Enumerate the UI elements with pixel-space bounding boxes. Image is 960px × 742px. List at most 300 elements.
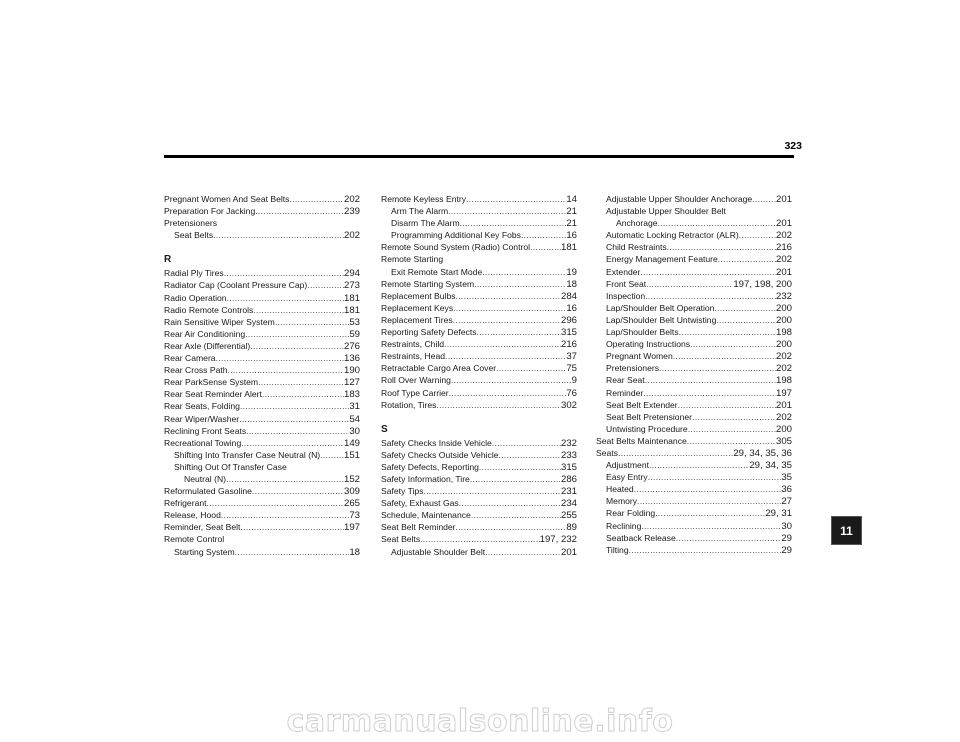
index-entry-page-ref[interactable]: 181: [343, 292, 360, 304]
dot-leader: [648, 471, 782, 483]
index-entry-page-ref[interactable]: 136: [343, 353, 360, 365]
index-entry-page-ref[interactable]: 181: [560, 242, 577, 254]
index-entry-term: Schedule, Maintenance: [381, 510, 471, 521]
dot-leader: [618, 447, 733, 459]
index-entry-term: Pretensioners: [606, 363, 660, 374]
index-entry-page-ref[interactable]: 29: [781, 532, 792, 544]
dot-leader: [499, 449, 561, 461]
index-entry-term: Remote Starting: [381, 254, 444, 265]
index-entry[interactable]: [596, 326, 792, 338]
header-rule: [164, 155, 794, 158]
index-column-1: [164, 193, 360, 558]
index-entry[interactable]: [596, 338, 792, 350]
index-entry-page-ref[interactable]: 315: [560, 461, 577, 473]
index-entry-term: Refrigerant: [164, 498, 207, 509]
index-entry-term: Replacement Keys: [381, 302, 454, 313]
index-entry[interactable]: [164, 497, 360, 509]
index-entry-term: Starting System: [174, 546, 235, 557]
dot-leader: [444, 338, 561, 350]
index-entry-term: Energy Management Feature: [606, 254, 718, 265]
index-entry: [596, 205, 792, 217]
index-entry-term: Reminder, Seat Belt: [164, 522, 241, 533]
index-entry-page-ref[interactable]: 202: [775, 230, 792, 242]
dot-leader: [470, 473, 561, 485]
index-entry-page-ref[interactable]: 197: [775, 387, 792, 399]
index-entry-page-ref[interactable]: 76: [566, 387, 577, 399]
index-entry-term: Safety Tips: [381, 486, 424, 497]
dot-leader: [289, 193, 344, 205]
dot-leader: [436, 399, 561, 411]
index-entry[interactable]: [596, 520, 792, 532]
index-entry[interactable]: [596, 229, 792, 241]
index-entry-term: Seats: [596, 447, 618, 458]
index-entry-term: Pretensioners: [164, 218, 218, 229]
dot-leader: [492, 437, 561, 449]
dot-leader: [246, 425, 349, 437]
dot-leader: [448, 205, 566, 217]
index-entry[interactable]: [381, 314, 577, 326]
section-letter-heading: R: [164, 254, 172, 266]
index-entry-term: Safety Checks Inside Vehicle: [381, 437, 492, 448]
index-entry[interactable]: [381, 205, 577, 217]
index-entry-term: Retractable Cargo Area Cover: [381, 363, 497, 374]
index-entry-term: Restraints, Head: [381, 351, 446, 362]
index-entry-page-ref[interactable]: 16: [566, 302, 577, 314]
index-entry-page-ref[interactable]: 200: [775, 339, 792, 351]
index-entry-page-ref[interactable]: 201: [560, 546, 577, 558]
index-entry-term: Adjustment: [606, 460, 649, 471]
index-entry-page-ref[interactable]: 309: [343, 486, 360, 498]
index-entry[interactable]: [381, 461, 577, 473]
index-entry-term: Radiator Cap (Coolant Pressure Cap): [164, 280, 308, 291]
index-entry[interactable]: [164, 473, 360, 485]
index-entry-page-ref[interactable]: 232: [775, 290, 792, 302]
index-entry-page-ref[interactable]: 75: [566, 363, 577, 375]
index-entry[interactable]: [164, 352, 360, 364]
index-entry-page-ref[interactable]: 27: [781, 496, 792, 508]
index-entry[interactable]: [381, 399, 577, 411]
index-entry: [381, 253, 577, 265]
index-entry-page-ref[interactable]: 232: [560, 437, 577, 449]
dot-leader: [645, 290, 776, 302]
index-entry[interactable]: [381, 485, 577, 497]
dot-leader: [307, 279, 344, 291]
index-entry[interactable]: [381, 533, 577, 545]
dot-leader: [640, 266, 776, 278]
index-entry[interactable]: [596, 290, 792, 302]
index-entry-page-ref[interactable]: 152: [343, 473, 360, 485]
dot-leader: [471, 509, 561, 521]
index-entry-page-ref[interactable]: 202: [343, 194, 360, 205]
index-entry-term: Radio Operation: [164, 292, 227, 303]
dot-leader: [320, 449, 344, 461]
index-entry-page-ref[interactable]: 29, 34, 35: [749, 460, 792, 472]
index-entry-term: Seat Belts Maintenance: [596, 435, 687, 446]
index-entry[interactable]: [596, 253, 792, 265]
index-entry-page-ref[interactable]: 234: [560, 498, 577, 510]
dot-leader: [739, 229, 776, 241]
index-entry-term: Memory: [606, 496, 638, 507]
dot-leader: [629, 544, 782, 556]
index-entry-term: Rear Folding: [606, 508, 656, 519]
dot-leader: [482, 266, 566, 278]
index-entry-term: Reclining: [606, 520, 642, 531]
index-entry-page-ref[interactable]: 198: [775, 327, 792, 339]
index-entry-page-ref[interactable]: 30: [781, 520, 792, 532]
index-entry-term: Seat Belt Reminder: [381, 522, 456, 533]
index-entry-term: Seat Belt Pretensioner: [606, 411, 692, 422]
index-entry-term: Adjustable Shoulder Belt: [391, 546, 486, 557]
dot-leader: [687, 435, 776, 447]
dot-leader: [678, 399, 776, 411]
index-entry[interactable]: [381, 326, 577, 338]
index-entry-term: Lap/Shoulder Belts: [606, 327, 679, 338]
dot-leader: [673, 350, 776, 362]
index-entry-page-ref[interactable]: 16: [566, 230, 577, 242]
index-entry-page-ref[interactable]: 89: [566, 522, 577, 534]
dot-leader: [641, 520, 781, 532]
dot-leader: [658, 217, 776, 229]
index-entry-term: Lap/Shoulder Belt Untwisting: [606, 314, 717, 325]
index-entry-page-ref[interactable]: 265: [343, 498, 360, 510]
index-entry[interactable]: [596, 266, 792, 278]
index-entry-term: Exit Remote Start Mode: [391, 266, 483, 277]
index-entry[interactable]: [596, 507, 792, 519]
index-entry[interactable]: [381, 193, 577, 205]
index-entry-term: Easy Entry: [606, 472, 648, 483]
index-entry[interactable]: [164, 413, 360, 425]
dot-leader: [453, 302, 566, 314]
index-entry[interactable]: [381, 229, 577, 241]
index-entry[interactable]: [381, 546, 577, 558]
index-entry[interactable]: [596, 483, 792, 495]
dot-leader: [255, 205, 344, 217]
index-entry[interactable]: [381, 241, 577, 253]
index-entry-term: Rear Seat: [606, 375, 645, 386]
index-entry-term: Child Restraints: [606, 242, 667, 253]
index-entry-page-ref[interactable]: 183: [343, 389, 360, 401]
index-entry-page-ref[interactable]: 315: [560, 327, 577, 339]
index-entry-term: Remote Keyless Entry: [381, 194, 467, 204]
dot-leader: [239, 413, 349, 425]
index-entry-page-ref[interactable]: 200: [775, 302, 792, 314]
index-entry[interactable]: [164, 316, 360, 328]
index-entry[interactable]: [164, 340, 360, 352]
index-entry[interactable]: [164, 400, 360, 412]
dot-leader: [224, 267, 344, 279]
index-entry[interactable]: [164, 521, 360, 533]
index-entry-page-ref[interactable]: 31: [349, 401, 360, 413]
index-entry[interactable]: [596, 278, 792, 290]
index-entry[interactable]: [381, 521, 577, 533]
index-entry-page-ref[interactable]: 190: [343, 365, 360, 377]
index-entry-page-ref[interactable]: 18: [566, 278, 577, 290]
index-entry-term: Adjustable Upper Shoulder Anchorage: [606, 194, 753, 204]
index-entry[interactable]: [381, 473, 577, 485]
dot-leader: [714, 302, 776, 314]
dot-leader: [420, 533, 539, 545]
index-entry[interactable]: [596, 217, 792, 229]
index-entry[interactable]: [381, 278, 577, 290]
index-entry[interactable]: [596, 399, 792, 411]
index-entry[interactable]: [164, 376, 360, 388]
chapter-tab[interactable]: 11: [831, 516, 862, 545]
index-entry-term: Shifting Out Of Transfer Case: [174, 461, 287, 472]
index-entry[interactable]: [164, 279, 360, 291]
index-entry[interactable]: [381, 302, 577, 314]
dot-leader: [643, 387, 776, 399]
index-entry-term: Reclining Front Seats: [164, 425, 247, 436]
index-entry-page-ref[interactable]: 151: [343, 449, 360, 461]
index-entry-term: Arm The Alarm: [391, 206, 449, 217]
index-entry-page-ref[interactable]: 202: [775, 254, 792, 266]
index-entry-term: Pregnant Women And Seat Belts: [164, 194, 290, 204]
index-entry-page-ref[interactable]: 181: [343, 304, 360, 316]
index-entry-page-ref[interactable]: 305: [775, 435, 792, 447]
index-entry-term: Seat Belts: [174, 230, 214, 241]
index-entry-page-ref[interactable]: 286: [560, 473, 577, 485]
dot-leader: [449, 387, 567, 399]
index-entry-page-ref[interactable]: 21: [566, 206, 577, 218]
index-entry[interactable]: [164, 425, 360, 437]
dot-leader: [275, 316, 350, 328]
dot-leader: [679, 326, 776, 338]
index-entry[interactable]: [596, 350, 792, 362]
dot-leader: [227, 292, 344, 304]
index-entry[interactable]: [381, 338, 577, 350]
index-entry-page-ref[interactable]: 202: [775, 411, 792, 423]
index-entry-page-ref[interactable]: 149: [343, 437, 360, 449]
dot-leader: [521, 229, 566, 241]
dot-leader: [453, 314, 561, 326]
index-entry-page-ref[interactable]: 201: [775, 194, 792, 205]
index-entry-page-ref[interactable]: 284: [560, 290, 577, 302]
index-entry[interactable]: [164, 485, 360, 497]
index-entry[interactable]: [596, 447, 792, 459]
dot-leader: [530, 241, 561, 253]
index-entry-term: Rear Axle (Differential): [164, 340, 251, 351]
index-entry-page-ref[interactable]: 29: [781, 544, 792, 556]
dot-leader: [716, 314, 776, 326]
index-entry[interactable]: [381, 449, 577, 461]
index-entry-page-ref[interactable]: 197: [343, 522, 360, 534]
index-entry-term: Remote Control: [164, 534, 225, 545]
index-entry-page-ref[interactable]: 29, 31: [765, 508, 792, 520]
index-entry-page-ref[interactable]: 255: [560, 510, 577, 522]
dot-leader: [241, 437, 344, 449]
dot-leader: [228, 364, 344, 376]
index-entry[interactable]: [381, 350, 577, 362]
index-entry[interactable]: [381, 362, 577, 374]
index-entry[interactable]: [596, 459, 792, 471]
index-entry[interactable]: [596, 471, 792, 483]
index-entry-term: Reporting Safety Defects: [381, 327, 477, 338]
index-entry-term: Reformulated Gasoline: [164, 486, 252, 497]
index-entry-page-ref[interactable]: 9: [571, 375, 577, 387]
index-entry-page-ref[interactable]: 201: [775, 266, 792, 278]
index-entry-term: Lap/Shoulder Belt Operation: [606, 302, 715, 313]
index-entry-term: Rear Air Conditioning: [164, 328, 246, 339]
index-entry[interactable]: [596, 314, 792, 326]
dot-leader: [221, 509, 349, 521]
dot-leader: [216, 352, 344, 364]
index-entry-term: Preparation For Jacking: [164, 206, 256, 217]
index-entry-term: Rear Seats, Folding: [164, 401, 240, 412]
index-entry[interactable]: [596, 387, 792, 399]
index-entry-page-ref[interactable]: 216: [775, 242, 792, 254]
dot-leader: [253, 304, 344, 316]
index-entry-page-ref[interactable]: 21: [566, 218, 577, 230]
index-entry[interactable]: [164, 205, 360, 217]
index-entry[interactable]: [164, 292, 360, 304]
dot-leader: [649, 459, 749, 471]
dot-leader: [445, 350, 566, 362]
index-entry-term: Rear ParkSense System: [164, 377, 259, 388]
dot-leader: [690, 338, 776, 350]
dot-leader: [245, 328, 349, 340]
index-entry[interactable]: [164, 449, 360, 461]
index-entry-term: Rear Camera: [164, 353, 216, 364]
dot-leader: [456, 290, 561, 302]
dot-leader: [667, 241, 776, 253]
index-entry[interactable]: [164, 388, 360, 400]
index-entry-page-ref[interactable]: 37: [566, 351, 577, 363]
index-entry-page-ref[interactable]: 294: [343, 268, 360, 280]
index-entry-page-ref[interactable]: 296: [560, 314, 577, 326]
index-entry-term: Safety Checks Outside Vehicle: [381, 449, 499, 460]
index-entry-page-ref[interactable]: 29, 34, 35, 36: [733, 447, 792, 459]
index-entry[interactable]: [164, 364, 360, 376]
index-entry-term: Programming Additional Key Fobs: [391, 230, 521, 241]
index-entry-page-ref[interactable]: 35: [781, 472, 792, 484]
index-entry-page-ref[interactable]: 216: [560, 339, 577, 351]
index-entry[interactable]: [164, 328, 360, 340]
index-entry[interactable]: [596, 241, 792, 253]
index-entry[interactable]: [164, 304, 360, 316]
index-entry-page-ref[interactable]: 302: [560, 399, 577, 411]
index-entry-page-ref[interactable]: 201: [775, 399, 792, 411]
index-entry[interactable]: [164, 193, 360, 205]
index-entry-page-ref[interactable]: 53: [349, 316, 360, 328]
index-entry[interactable]: [164, 437, 360, 449]
index-entry-page-ref[interactable]: 197, 198, 200: [733, 278, 792, 290]
index-column-3: [596, 193, 792, 556]
index-entry-page-ref[interactable]: 201: [775, 218, 792, 230]
dot-leader: [213, 229, 344, 241]
index-entry-page-ref[interactable]: 200: [775, 423, 792, 435]
index-entry-page-ref[interactable]: 202: [775, 363, 792, 375]
index-entry-page-ref[interactable]: 231: [560, 486, 577, 498]
index-entry[interactable]: [381, 290, 577, 302]
index-entry[interactable]: [596, 495, 792, 507]
index-entry-page-ref[interactable]: 202: [343, 230, 360, 242]
index-entry-term: Safety Information, Tire: [381, 473, 470, 484]
index-entry-term: Restraints, Child: [381, 339, 445, 350]
index-entry[interactable]: [596, 193, 792, 205]
dot-leader: [424, 485, 561, 497]
index-entry-term: Neutral (N): [184, 473, 227, 484]
index-entry[interactable]: [164, 546, 360, 558]
index-entry: [164, 461, 360, 473]
index-entry[interactable]: [596, 423, 792, 435]
index-entry-term: Safety Defects, Reporting: [381, 461, 479, 472]
index-entry-page-ref[interactable]: 198: [775, 375, 792, 387]
index-entry-term: Operating Instructions: [606, 339, 691, 350]
index-entry-term: Roof Type Carrier: [381, 387, 449, 398]
index-entry-term: Seatback Release: [606, 532, 676, 543]
dot-leader: [752, 193, 776, 205]
index-entry[interactable]: [381, 509, 577, 521]
index-entry-term: Anchorage: [616, 218, 658, 229]
index-entry[interactable]: [381, 374, 577, 386]
index-entry-term: Rear Cross Path: [164, 365, 228, 376]
index-entry[interactable]: [596, 362, 792, 374]
index-entry[interactable]: [596, 411, 792, 423]
dot-leader: [646, 278, 733, 290]
index-entry-page-ref[interactable]: 273: [343, 280, 360, 292]
index-entry-page-ref[interactable]: 73: [349, 510, 360, 522]
dot-leader: [250, 340, 344, 352]
dot-leader: [252, 485, 344, 497]
index-entry-term: Rear Wiper/Washer: [164, 413, 240, 424]
index-entry[interactable]: [596, 435, 792, 447]
index-entry-page-ref[interactable]: 202: [775, 351, 792, 363]
dot-leader: [207, 497, 344, 509]
index-entry[interactable]: [381, 266, 577, 278]
index-entry-page-ref[interactable]: 30: [349, 425, 360, 437]
index-entry-page-ref[interactable]: 200: [775, 314, 792, 326]
index-entry-term: Reminder: [606, 387, 644, 398]
index-entry[interactable]: [164, 509, 360, 521]
index-entry[interactable]: [596, 302, 792, 314]
index-entry-page-ref[interactable]: 59: [349, 328, 360, 340]
index-entry-page-ref[interactable]: 14: [566, 194, 577, 205]
index-entry-page-ref[interactable]: 276: [343, 340, 360, 352]
dot-leader: [258, 376, 344, 388]
index-entry-term: Release, Hood: [164, 510, 221, 521]
dot-leader: [262, 388, 344, 400]
index-entry[interactable]: [596, 532, 792, 544]
index-entry[interactable]: [381, 497, 577, 509]
index-entry[interactable]: [596, 544, 792, 556]
index-entry-term: Remote Starting System: [381, 278, 475, 289]
index-entry-page-ref[interactable]: 239: [343, 206, 360, 218]
index-entry-term: Front Seat: [606, 278, 647, 289]
index-entry-term: Remote Sound System (Radio) Control: [381, 242, 531, 253]
index-entry[interactable]: [164, 229, 360, 241]
index-entry-term: Pregnant Women: [606, 351, 673, 362]
index-entry-page-ref[interactable]: 197, 232: [539, 534, 577, 546]
index-entry[interactable]: [381, 217, 577, 229]
index-entry-page-ref[interactable]: 54: [349, 413, 360, 425]
dot-leader: [456, 521, 567, 533]
index-column-2: [381, 193, 577, 558]
index-entry-page-ref[interactable]: 36: [781, 484, 792, 496]
dot-leader: [226, 473, 344, 485]
index-entry[interactable]: [381, 437, 577, 449]
index-entry-page-ref[interactable]: 233: [560, 449, 577, 461]
index-entry-page-ref[interactable]: 19: [566, 266, 577, 278]
index-entry[interactable]: [381, 387, 577, 399]
index-entry-term: Heated: [606, 484, 634, 495]
index-entry-page-ref[interactable]: 127: [343, 377, 360, 389]
index-entry-term: Seat Belts: [381, 534, 421, 545]
index-entry[interactable]: [164, 267, 360, 279]
index-entry[interactable]: [596, 374, 792, 386]
index-entry-term: Roll Over Warning: [381, 375, 451, 386]
index-entry-page-ref[interactable]: 18: [349, 546, 360, 558]
index-entry-term: Automatic Locking Retractor (ALR): [606, 230, 739, 241]
